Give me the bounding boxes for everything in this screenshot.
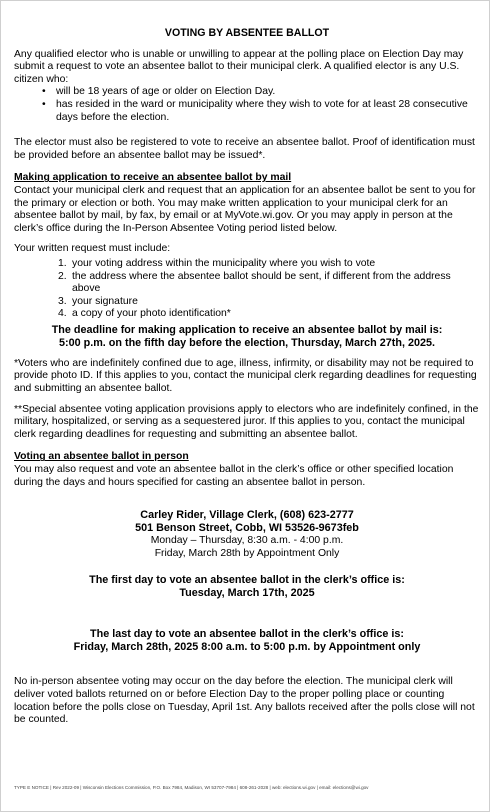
spacer xyxy=(14,600,480,628)
clerk-address: 501 Benson Street, Cobb, WI 53526-9673feb xyxy=(135,522,359,535)
request-intro: Your written request must include: xyxy=(14,243,171,255)
in-person-paragraph: You may also request and vote an absentee ballot in the clerk’s office or other specified location during the days and hours specified for casting an absentee ballot in person. xyxy=(14,464,454,488)
registration-paragraph: The elector must also be registered to vote to receive an absentee ballot. Proof of identification must be provided before an absentee ballot may be issued*. xyxy=(14,137,475,161)
mail-deadline xyxy=(14,324,480,350)
photo-id-note: *Voters who are indefinitely confined due to age, illness, infirmity, or disability may not be required to provide photo ID. If this applies to you, contact the municipal clerk regarding deadlines for requesting and submitting an absentee ballot. xyxy=(14,357,477,395)
document-body xyxy=(14,27,480,727)
clerk-name: Carley Rider, Village Clerk, (608) 623-2777 xyxy=(140,509,354,522)
request-requirement-item: 4. a copy of your photo identification* xyxy=(58,308,231,320)
request-requirements-list xyxy=(14,258,480,321)
mail-deadline-line1: The deadline for making application to receive an absentee ballot by mail is: xyxy=(51,323,443,336)
qualification-item: • will be 18 years of age or older on Election Day. xyxy=(42,86,480,99)
mail-application-heading: Making application to receive an absentee ballot by mail xyxy=(14,172,292,184)
clerk-hours-extra: Friday, March 28th by Appointment Only xyxy=(154,547,340,559)
clerk-hours: Monday – Thursday, 8:30 a.m. - 4:00 p.m. xyxy=(150,535,344,547)
special-provisions-note: **Special absentee voting application provisions apply to electors who are indefinitely confined, in the military, hospitalized, or serving as a sequestered juror. If this applies to you, contact the municipal clerk regarding deadlines for requesting and submitting an absentee ballot. xyxy=(14,403,479,440)
mail-deadline-line2: 5:00 p.m. on the fifth day before the election, Thursday, March 27th, 2025. xyxy=(59,336,435,349)
request-requirement-item: 3. your signature xyxy=(58,295,138,307)
request-requirement-item: 1. your voting address within the municipality where you wish to vote xyxy=(58,257,376,269)
intro-paragraph: Any qualified elector who is unable or unwilling to appear at the polling place on Election Day may submit a request to vote an absentee ballot to their municipal clerk. A qualified elector is any U.S. citizen who: xyxy=(14,48,464,85)
in-person-heading: Voting an absentee ballot in person xyxy=(14,451,189,463)
first-day-block xyxy=(14,574,480,600)
first-day-line2: Tuesday, March 17th, 2025 xyxy=(179,587,315,600)
clerk-contact-block xyxy=(14,509,480,560)
document-footer: TYPE E NOTICE | Rev 2022-09 | Wisconsin Elections Commission, P.O. Box 7984, Madison, WI 53707-7984 | 608-261-2028 | web: elections.wi.gov | email: elections@wi.gov xyxy=(14,785,369,790)
qualification-item: • has resided in the ward or municipality where they wish to vote for at least 28 consecutive days before the election. xyxy=(42,99,480,124)
closing-paragraph: No in-person absentee voting may occur on the day before the election. The municipal clerk will deliver voted ballots returned on or before Election Day to the proper polling place or counting location before the polls close on Tuesday, April 1st. Any ballots received after the polls close will not be counted. xyxy=(14,676,475,726)
mail-application-paragraph: Contact your municipal clerk and request that an application for an absentee ballot be sent to you for the primary or election or both. You may make written application to your municipal clerk for an absentee ballot by mail, by fax, by email or at MyVote.wi.gov. Or you may apply in person at the clerk’s office during the In-Person Absentee Voting period listed below. xyxy=(14,184,476,234)
document-title: VOTING BY ABSENTEE BALLOT xyxy=(164,27,330,39)
first-day-line1: The first day to vote an absentee ballot in the clerk’s office is: xyxy=(89,574,405,587)
last-day-line2: Friday, March 28th, 2025 8:00 a.m. to 5:00 p.m. by Appointment only xyxy=(73,641,421,654)
last-day-line1: The last day to vote an absentee ballot in the clerk’s office is: xyxy=(90,628,404,641)
last-day-block xyxy=(14,628,480,654)
request-requirement-item: 2. the address where the absentee ballot should be sent, if different from the address above xyxy=(58,270,451,295)
qualification-list xyxy=(14,86,480,124)
